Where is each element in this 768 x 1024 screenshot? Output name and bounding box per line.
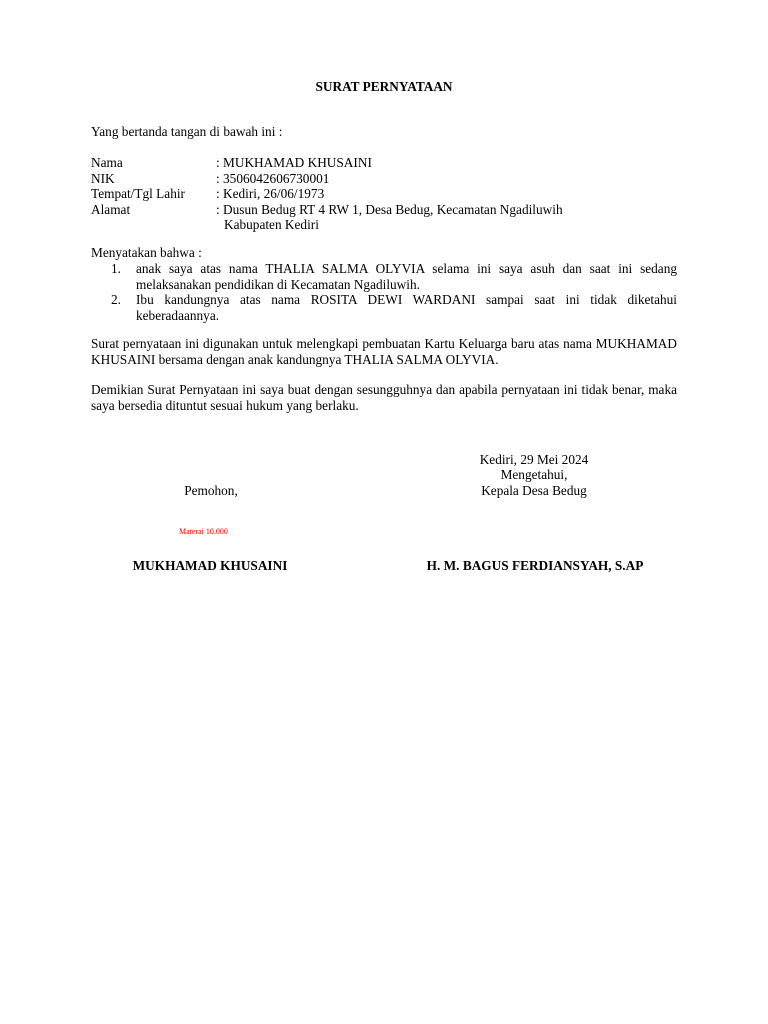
list-number: 2. <box>111 292 121 307</box>
identity-value: : Dusun Bedug RT 4 RW 1, Desa Bedug, Kecamatan Ngadiluwih <box>216 201 563 217</box>
applicant-label: Pemohon, <box>184 483 238 498</box>
statement-intro: Menyatakan bahwa : <box>91 245 202 260</box>
stamp-duty-note: Materai 10.000 <box>179 527 228 536</box>
village-head-signature-name: H. M. BAGUS FERDIANSYAH, S.AP <box>426 558 644 573</box>
identity-label: Nama <box>91 155 123 170</box>
identity-value: : 3506042606730001 <box>216 170 330 186</box>
identity-label: NIK <box>91 170 115 186</box>
identity-value: : Kediri, 26/06/1973 <box>216 186 325 201</box>
list-item <box>91 292 677 323</box>
identity-label: Tempat/Tgl Lahir <box>91 186 185 201</box>
list-number: 1. <box>111 261 121 276</box>
letter-title: SURAT PERNYATAAN <box>315 79 453 94</box>
identity-label: Alamat <box>91 201 131 217</box>
village-head-title: Kepala Desa Bedug <box>481 483 587 498</box>
identity-value-continued: Kabupaten Kediri <box>224 217 319 232</box>
statement-list <box>91 261 677 323</box>
identity-value: : MUKHAMAD KHUSAINI <box>216 155 372 170</box>
intro-text: Yang bertanda tangan di bawah ini : <box>91 124 283 139</box>
acknowledged-label: Mengetahui, <box>500 467 568 482</box>
closing-paragraph: Demikian Surat Pernyataan ini saya buat dengan sesungguhnya dan apabila pernyataan ini tidak benar, maka saya bersedia dituntut sesuai hukum yang berlaku. <box>91 382 677 413</box>
list-text: anak saya atas nama THALIA SALMA OLYVIA selama ini saya asuh dan saat ini sedang melaksanakan pendidikan di Kecamatan Ngadiluwih. <box>136 261 677 292</box>
list-item <box>91 261 677 292</box>
purpose-paragraph: Surat pernyataan ini digunakan untuk melengkapi pembuatan Kartu Keluarga baru atas nama MUKHAMAD KHUSAINI bersama dengan anak kandungnya THALIA SALMA OLYVIA. <box>91 336 677 367</box>
list-text: Ibu kandungnya atas nama ROSITA DEWI WARDANI sampai saat ini tidak diketahui keberadaannya. <box>136 292 677 323</box>
applicant-signature-name: MUKHAMAD KHUSAINI <box>132 558 288 573</box>
place-date: Kediri, 29 Mei 2024 <box>479 452 589 467</box>
